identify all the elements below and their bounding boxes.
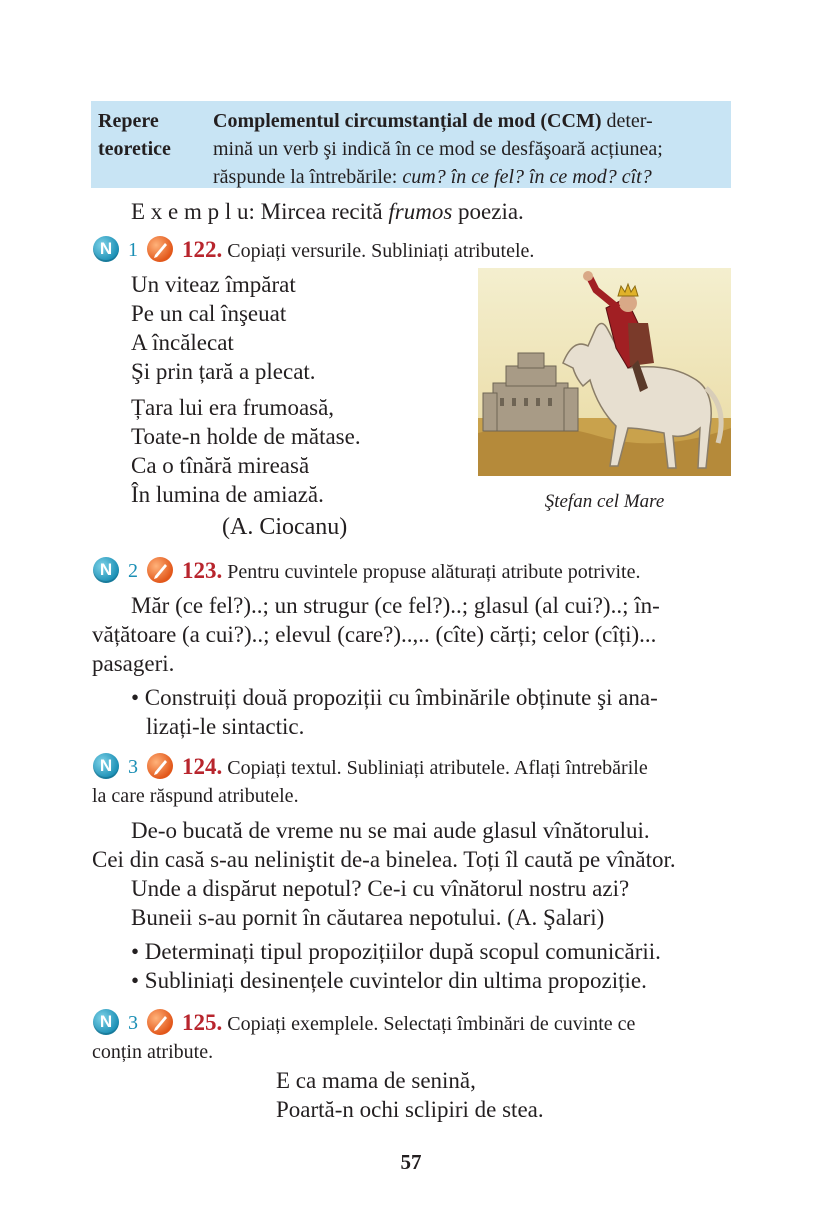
exercise-task: Copiați textul. Subliniați atributele. Aflați întrebările (222, 757, 648, 779)
text-line: Buneii s-au pornit în căutarea nepotului. (A. Şalari) (131, 905, 605, 930)
bullet-line: • Determinați tipul propozițiilor după scopul comunicării. (131, 939, 661, 964)
n-badge-icon: N (93, 236, 119, 262)
difficulty-level: 3 (128, 756, 138, 778)
poem-line: În lumina de amiază. (131, 482, 324, 507)
theory-def-a: deter- (601, 110, 653, 132)
text-line: De-o bucată de vreme nu se mai aude glasul vînătorului. (131, 818, 650, 843)
pencil-icon (147, 753, 173, 779)
text-line: Cei din casă s-au neliniştit de-a binelea. Toți îl caută pe vînător. (92, 847, 676, 872)
example-word: frumos (388, 199, 453, 224)
pencil-icon (147, 1009, 173, 1035)
n-badge-icon: N (93, 557, 119, 583)
page-number: 57 (400, 1150, 422, 1174)
poem-line: Ca o tînără mireasă (131, 453, 310, 478)
poem-line: Pe un cal înşeuat (131, 301, 287, 326)
text-line: vățătoare (a cui?)..; elevul (care?)..,.. (cîte) cărți; celor (cîți)... (92, 622, 657, 647)
n-badge-icon: N (93, 753, 119, 779)
poem-line: Un viteaz împărat (131, 272, 296, 297)
text-line: Unde a dispărut nepotul? Ce-i cu vînătorul nostru azi? (131, 876, 630, 901)
difficulty-level: 3 (128, 1012, 138, 1034)
theory-term: Complementul circumstanțial de mod (CCM) (213, 110, 602, 132)
difficulty-level: 1 (128, 239, 138, 261)
theory-text (213, 107, 729, 191)
theory-def-b: mină un verb şi indică în ce mod se desfăşoară acțiunea; (213, 138, 663, 160)
exercise-number: 124. (182, 754, 223, 779)
text-line: Măr (ce fel?)..; un strugur (ce fel?)..; glasul (al cui?)..; în- (131, 593, 660, 618)
verse-line: E ca mama de senină, (276, 1068, 476, 1093)
bullet-line: lizați-le sintactic. (146, 714, 305, 739)
example-prefix: E x e m p l u: Mircea recită (131, 199, 389, 224)
theory-def-c: răspunde la întrebările: (213, 166, 403, 188)
exercise-number: 123. (182, 558, 223, 583)
pencil-icon (147, 557, 173, 583)
theory-questions: cum? în ce fel? în ce mod? cît? (402, 166, 652, 188)
exercise-task: Copiați versurile. Subliniați atributele. (222, 240, 535, 262)
illustration-caption: Ştefan cel Mare (544, 491, 665, 512)
verse-line: Poartă-n ochi sclipiri de stea. (276, 1097, 544, 1122)
text-line: pasageri. (92, 651, 175, 676)
stefan-cel-mare-illustration (478, 268, 731, 476)
example-line (131, 197, 524, 226)
exercise-122-heading (182, 237, 534, 264)
poem-line: Țara lui era frumoasă, (131, 395, 335, 420)
exercise-125-heading (182, 1010, 635, 1037)
bullet-line: • Construiți două propoziții cu îmbinările obținute şi ana- (131, 685, 658, 710)
exercise-124-heading (182, 754, 648, 781)
exercise-task-continued: conțin atribute. (92, 1041, 214, 1063)
n-badge-icon: N (93, 1009, 119, 1035)
poem-author: (A. Ciocanu) (222, 514, 348, 540)
exercise-task: Pentru cuvintele propuse alăturați atribute potrivite. (222, 561, 641, 583)
difficulty-level: 2 (128, 560, 138, 582)
exercise-number: 122. (182, 237, 223, 262)
exercise-123-heading (182, 558, 640, 585)
example-suffix: poezia. (452, 199, 524, 224)
poem-line: Toate-n holde de mătase. (131, 424, 361, 449)
theory-box (91, 101, 731, 188)
bullet-line: • Subliniați desinențele cuvintelor din ultima propoziție. (131, 968, 647, 993)
theory-label: Repere teoretice (98, 110, 171, 160)
exercise-number: 125. (182, 1010, 223, 1035)
poem-line: A încălecat (131, 330, 234, 355)
exercise-task-continued: la care răspund atributele. (92, 785, 299, 807)
exercise-task: Copiați exemplele. Selectați îmbinări de cuvinte ce (222, 1013, 636, 1035)
pencil-icon (147, 236, 173, 262)
poem-line: Şi prin țară a plecat. (131, 359, 316, 384)
